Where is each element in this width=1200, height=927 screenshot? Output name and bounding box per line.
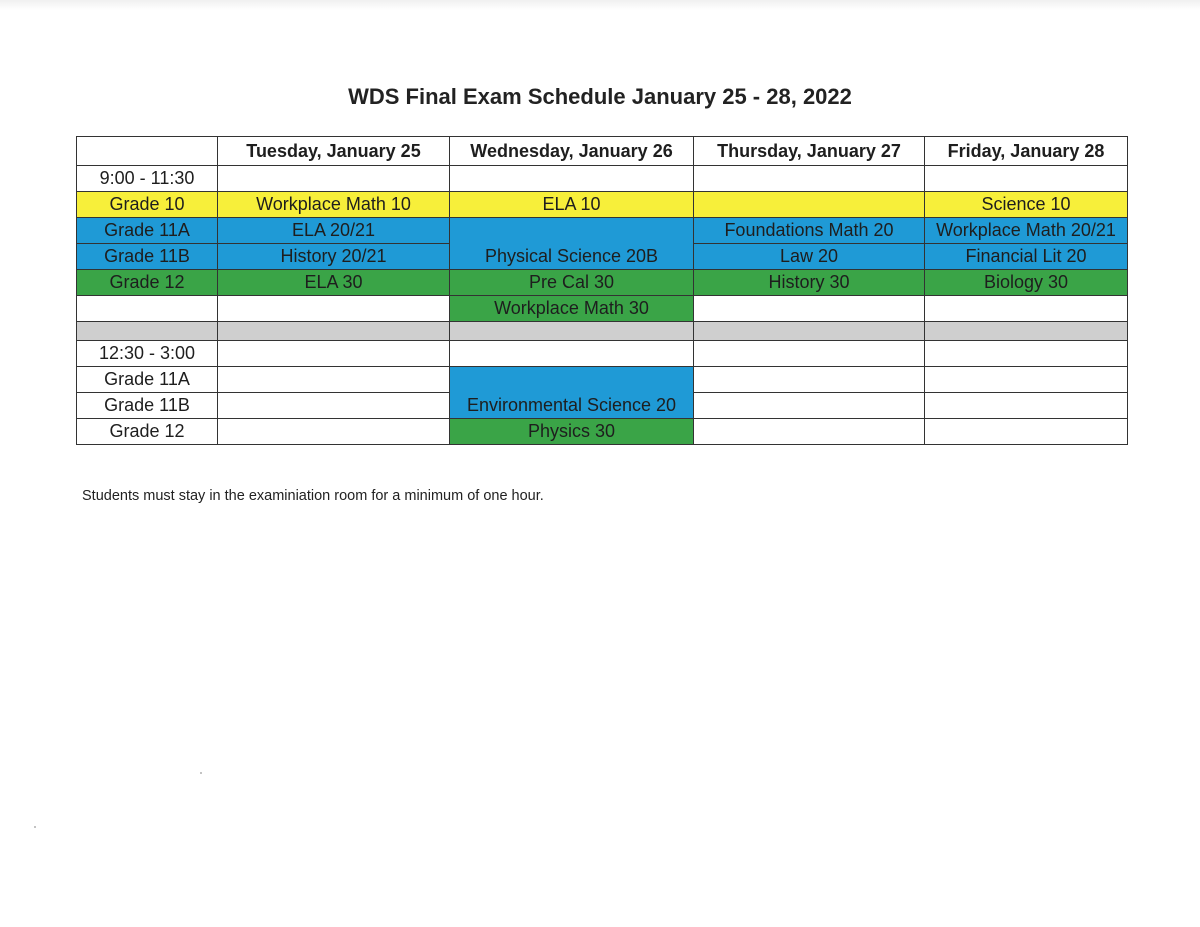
empty-cell (925, 419, 1128, 445)
row-label-grade11b: Grade 11B (77, 244, 218, 270)
exam-cell: Financial Lit 20 (925, 244, 1128, 270)
morning-grade11a-row (77, 218, 1128, 244)
morning-grade10-row (77, 192, 1128, 218)
empty-cell (925, 296, 1128, 322)
row-label-grade11a: Grade 11A (77, 218, 218, 244)
exam-cell: ELA 10 (450, 192, 694, 218)
exam-cell: Workplace Math 10 (218, 192, 450, 218)
exam-cell: Physics 30 (450, 419, 694, 445)
header-row (77, 137, 1128, 166)
afternoon-time-label: 12:30 - 3:00 (77, 341, 218, 367)
exam-cell: History 30 (694, 270, 925, 296)
exam-cell: ELA 30 (218, 270, 450, 296)
row-label-grade10: Grade 10 (77, 192, 218, 218)
lunch-separator-row (77, 322, 1128, 341)
row-label-grade12: Grade 12 (77, 419, 218, 445)
header-thursday: Thursday, January 27 (694, 137, 925, 166)
empty-cell (77, 296, 218, 322)
scan-edge-shadow (0, 0, 1200, 10)
exam-cell (694, 192, 925, 218)
morning-time-row (77, 166, 1128, 192)
empty-cell (925, 341, 1128, 367)
exam-cell: Workplace Math 30 (450, 296, 694, 322)
empty-cell (694, 296, 925, 322)
row-label-grade11a: Grade 11A (77, 367, 218, 393)
morning-extra-row (77, 296, 1128, 322)
empty-cell (218, 419, 450, 445)
row-label-grade11b: Grade 11B (77, 393, 218, 419)
page-title: WDS Final Exam Schedule January 25 - 28, 2022 (348, 84, 852, 109)
empty-cell (694, 419, 925, 445)
afternoon-grade12-row (77, 419, 1128, 445)
exam-cell: Pre Cal 30 (450, 270, 694, 296)
empty-cell (450, 166, 694, 192)
exam-cell: Environmental Science 20 (450, 367, 694, 419)
exam-cell: Biology 30 (925, 270, 1128, 296)
exam-cell: Law 20 (694, 244, 925, 270)
scan-speck (34, 826, 36, 828)
empty-cell (694, 166, 925, 192)
separator-cell (450, 322, 694, 341)
header-corner-cell (77, 137, 218, 166)
header-wednesday: Wednesday, January 26 (450, 137, 694, 166)
exam-room-note: Students must stay in the examiniation room for a minimum of one hour. (82, 488, 544, 504)
empty-cell (694, 341, 925, 367)
separator-cell (694, 322, 925, 341)
afternoon-time-row (77, 341, 1128, 367)
morning-grade12-row (77, 270, 1128, 296)
separator-cell (925, 322, 1128, 341)
scan-speck (200, 772, 202, 774)
empty-cell (694, 367, 925, 393)
exam-schedule-table (76, 136, 1128, 445)
separator-cell (218, 322, 450, 341)
morning-time-label: 9:00 - 11:30 (77, 166, 218, 192)
header-friday: Friday, January 28 (925, 137, 1128, 166)
exam-cell: History 20/21 (218, 244, 450, 270)
exam-cell: ELA 20/21 (218, 218, 450, 244)
empty-cell (218, 296, 450, 322)
exam-cell: Workplace Math 20/21 (925, 218, 1128, 244)
empty-cell (218, 393, 450, 419)
empty-cell (925, 166, 1128, 192)
empty-cell (450, 341, 694, 367)
empty-cell (925, 393, 1128, 419)
empty-cell (925, 367, 1128, 393)
empty-cell (218, 166, 450, 192)
row-label-grade12: Grade 12 (77, 270, 218, 296)
separator-cell (77, 322, 218, 341)
exam-cell: Science 10 (925, 192, 1128, 218)
empty-cell (218, 341, 450, 367)
header-tuesday: Tuesday, January 25 (218, 137, 450, 166)
empty-cell (694, 393, 925, 419)
afternoon-grade11a-row (77, 367, 1128, 393)
exam-cell: Foundations Math 20 (694, 218, 925, 244)
exam-cell: Physical Science 20B (450, 218, 694, 270)
empty-cell (218, 367, 450, 393)
